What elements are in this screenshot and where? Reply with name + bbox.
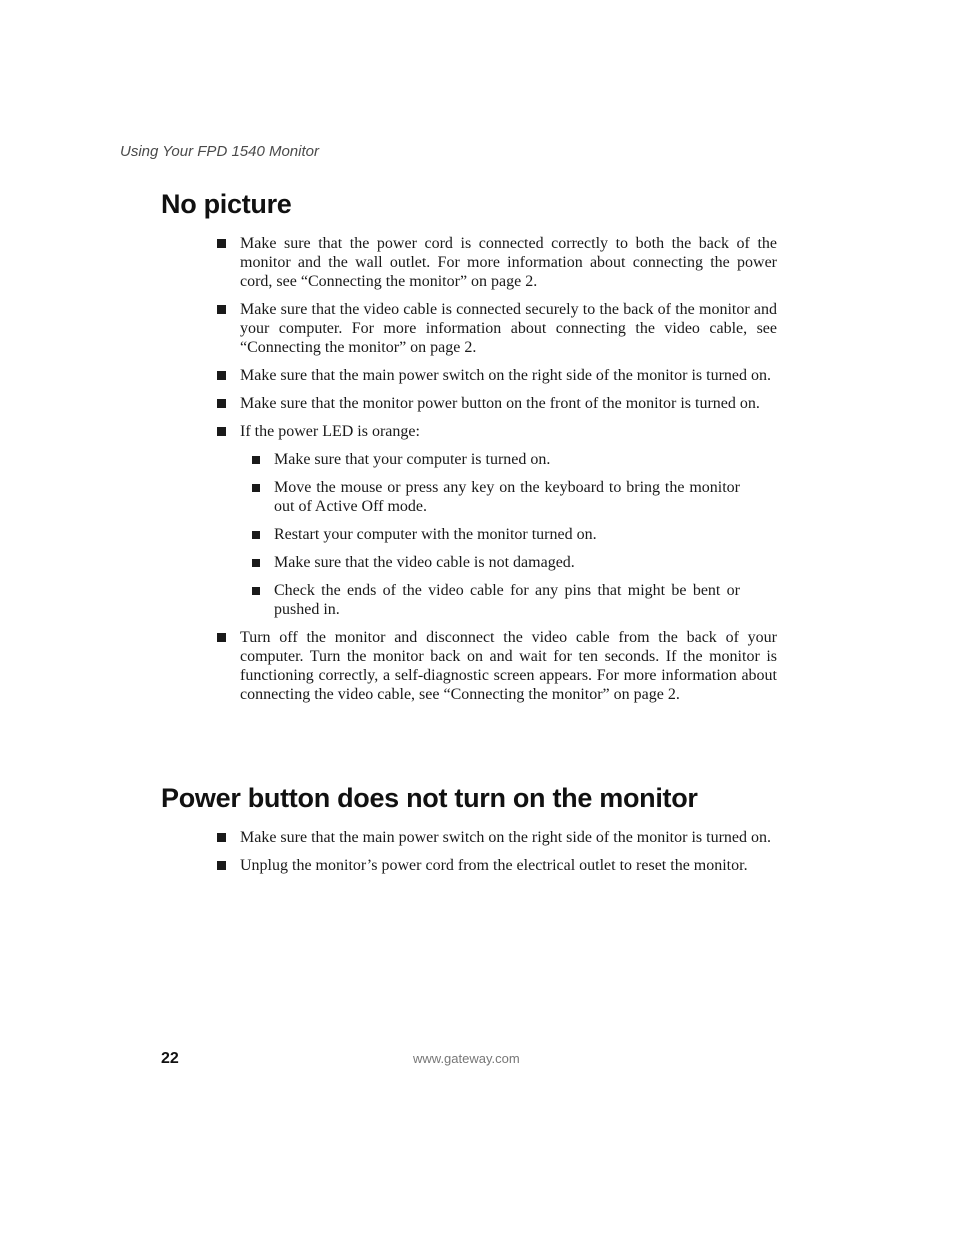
list-item: [217, 366, 777, 385]
square-bullet-icon: [252, 531, 260, 539]
square-bullet-icon: [252, 484, 260, 492]
square-bullet-icon: [217, 633, 226, 642]
footer-url: www.gateway.com: [413, 1051, 520, 1066]
list-item-text: Make sure that the main power switch on the right side of the monitor is turned on.: [240, 367, 771, 384]
sublist-item: [240, 553, 740, 572]
no-picture-list: [217, 234, 777, 713]
led-orange-sublist: [240, 450, 740, 619]
list-item-text: If the power LED is orange:: [240, 423, 420, 440]
list-item-text: Make sure that the power cord is connected correctly to both the back of the monitor and the wall outlet. For more information about connecting the power cord, see “Connecting the monitor” on page 2.: [240, 235, 777, 290]
list-item-text: Make sure that the video cable is connected securely to the back of the monitor and your computer. For more information about connecting the video cable, see “Connecting the monitor” on page 2.: [240, 301, 777, 356]
list-item-text: Make sure that the main power switch on the right side of the monitor is turned on.: [240, 829, 771, 846]
sublist-item: [240, 525, 740, 544]
sublist-item-text: Move the mouse or press any key on the keyboard to bring the monitor out of Active Off mode.: [274, 479, 740, 515]
square-bullet-icon: [252, 456, 260, 464]
list-item-text: Make sure that the monitor power button on the front of the monitor is turned on.: [240, 395, 760, 412]
sublist-item-text: Make sure that your computer is turned on.: [274, 451, 551, 468]
section-heading-no-picture: No picture: [161, 189, 292, 219]
page-number: 22: [161, 1050, 179, 1067]
square-bullet-icon: [217, 371, 226, 380]
list-item: [217, 856, 777, 875]
list-item-text: Unplug the monitor’s power cord from the electrical outlet to reset the monitor.: [240, 857, 748, 874]
list-item: [217, 422, 777, 619]
square-bullet-icon: [217, 305, 226, 314]
section-heading-power-button: Power button does not turn on the monitor: [161, 783, 698, 813]
sublist-item: [240, 581, 740, 619]
square-bullet-icon: [252, 559, 260, 567]
square-bullet-icon: [252, 587, 260, 595]
square-bullet-icon: [217, 399, 226, 408]
list-item-text: Turn off the monitor and disconnect the video cable from the back of your computer. Turn the monitor back on and wait for ten seconds. If the monitor is functioning correctly, a self-diagnostic screen appears. For more information about connecting the video cable, see “Connecting the monitor” on page 2.: [240, 629, 777, 703]
sublist-item-text: Make sure that the video cable is not damaged.: [274, 554, 575, 571]
square-bullet-icon: [217, 861, 226, 870]
sublist-item-text: Restart your computer with the monitor turned on.: [274, 526, 597, 543]
square-bullet-icon: [217, 427, 226, 436]
sublist-item: [240, 450, 740, 469]
list-item: [217, 234, 777, 291]
list-item: [217, 628, 777, 704]
running-head: Using Your FPD 1540 Monitor: [120, 143, 319, 160]
sublist-item: [240, 478, 740, 516]
square-bullet-icon: [217, 239, 226, 248]
power-button-list: [217, 828, 777, 884]
list-item: [217, 300, 777, 357]
list-item: [217, 828, 777, 847]
sublist-item-text: Check the ends of the video cable for any pins that might be bent or pushed in.: [274, 582, 740, 618]
list-item: [217, 394, 777, 413]
square-bullet-icon: [217, 833, 226, 842]
